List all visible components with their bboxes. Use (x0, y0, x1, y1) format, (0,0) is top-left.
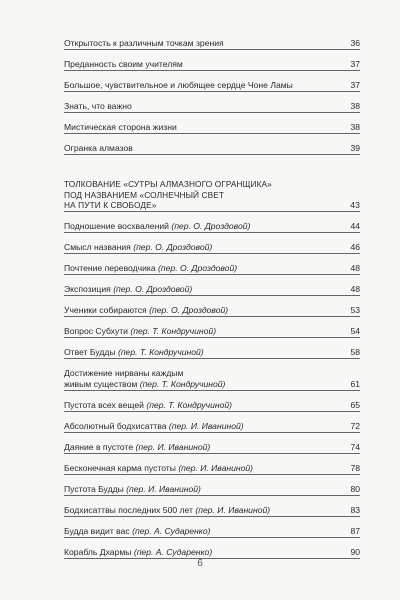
toc-entry (64, 368, 360, 391)
toc-entry-title: Ответ Будды (64, 346, 116, 357)
toc-entry-title: Подношение восхвалений (64, 220, 169, 231)
toc-entry (64, 242, 360, 254)
toc-entry (64, 526, 360, 538)
toc-entry-title: Знать, что важно (64, 101, 132, 111)
toc-entry-title: Бодхисаттвы последних 500 лет (64, 504, 193, 515)
toc-entry-translator: (пер. О. Дроздовой) (113, 283, 193, 294)
toc-entry-title: Будда видит вас (64, 525, 130, 536)
toc-entry-translator: (пер. А. Сударенко) (133, 546, 213, 557)
toc-entry-page: 44 (350, 220, 360, 231)
toc-entry (64, 101, 360, 113)
section-heading-line: НА ПУТИ К СВОБОДЕ» (64, 200, 157, 210)
toc-entry-page: 38 (350, 101, 360, 111)
toc-entry-page: 61 (350, 378, 360, 389)
toc-entry (64, 442, 360, 454)
toc-entry-page: 72 (350, 420, 360, 431)
toc-entry-title: Достижение нирваны каждым (64, 367, 184, 378)
toc-entry (64, 505, 360, 517)
toc-entry-title: Пустота всех вещей (64, 399, 144, 410)
toc-entry-page: 87 (350, 525, 360, 536)
section-heading (64, 179, 360, 212)
toc-entry-translator: (пер. И. Иваниной) (168, 420, 244, 431)
toc-entry-title: Пустота Будды (64, 483, 124, 494)
toc-entry (64, 347, 360, 359)
toc-entry-translator: (пер. О. Дроздовой) (158, 262, 238, 273)
toc-entry-title: Огранка алмазов (64, 143, 133, 153)
toc-entry (64, 400, 360, 412)
toc-entry-page: 38 (350, 122, 360, 132)
toc-entry-title-cont: живым существом (64, 378, 138, 389)
toc-entry-title: Ученики собираются (64, 304, 147, 315)
toc-entry-page: 36 (350, 38, 360, 48)
toc-entry (64, 547, 360, 559)
toc-entry-page: 65 (350, 399, 360, 410)
toc-entry-translator: (пер. И. Иваниной) (126, 483, 201, 494)
toc-entry (64, 484, 360, 496)
toc-entry-title: Большое, чувствительное и любящее сердце Чоне Ламы (64, 80, 293, 90)
toc-entry-translator: (пер. Т. Кондручиной) (130, 325, 217, 336)
toc-entry-page: 37 (350, 59, 360, 69)
toc-entry-title: Бесконечная карма пустоты (64, 462, 176, 473)
toc-entry-page: 54 (350, 325, 360, 336)
toc-entry (64, 122, 360, 134)
toc-entry-page: 58 (350, 346, 360, 357)
toc-entry-title: Преданность своим учителям (64, 59, 183, 69)
toc-entry-translator: (пер. Т. Кондручиной) (139, 378, 226, 389)
section-heading-page: 43 (350, 200, 360, 210)
toc-entry-translator: (пер. Т. Кондручиной) (146, 399, 233, 410)
toc-entry-page: 48 (350, 262, 360, 273)
toc-entry-translator: (пер. А. Сударенко) (132, 525, 211, 536)
toc-entry-page: 74 (350, 441, 360, 452)
toc-entry (64, 80, 360, 92)
toc-entry-page: 48 (350, 283, 360, 294)
toc-entry-title: Корабль Дхармы (64, 546, 132, 557)
toc-entry (64, 221, 360, 233)
toc-entry-translator: (пер. О. Дроздовой) (149, 304, 229, 315)
toc-entry-translator: (пер. И. Иваниной) (178, 462, 254, 473)
toc-entry-title: Мистическая сторона жизни (64, 122, 177, 132)
toc-entry (64, 326, 360, 338)
toc-entry-title: Почтение переводчика (64, 262, 156, 273)
toc-entry-page: 37 (350, 80, 360, 90)
toc-entry-page: 78 (350, 462, 360, 473)
section-heading-line: ПОД НАЗВАНИЕМ «СОЛНЕЧНЫЙ СВЕТ (64, 189, 225, 200)
toc-entry-title: Экспозиция (64, 283, 111, 294)
toc-entry-page: 90 (350, 546, 360, 557)
toc-entry-page: 46 (350, 241, 360, 252)
toc-entry (64, 38, 360, 50)
toc-entry-translator: (пер. О. Дроздовой) (171, 220, 251, 231)
toc-entry-translator: (пер. Т. Кондручиной) (117, 346, 204, 357)
toc-entry (64, 463, 360, 475)
toc-entry (64, 284, 360, 296)
toc-entry-page: 83 (350, 504, 360, 515)
table-of-contents (64, 38, 360, 559)
toc-entry-translator: (пер. О. Дроздовой) (133, 241, 213, 252)
toc-entry (64, 305, 360, 317)
toc-entry (64, 421, 360, 433)
toc-entry-page: 80 (350, 483, 360, 494)
toc-entry (64, 59, 360, 71)
toc-entry-title: Смысл названия (64, 241, 131, 252)
toc-entry (64, 263, 360, 275)
toc-entry-title: Абсолютный бодхисаттва (64, 420, 167, 431)
toc-entry-page: 39 (350, 143, 360, 153)
toc-entry (64, 143, 360, 155)
toc-entry-title: Даяние в пустоте (64, 441, 134, 452)
toc-entry-translator: (пер. И. Иваниной) (195, 504, 271, 515)
toc-entry-translator: (пер. И. Иваниной) (135, 441, 211, 452)
toc-entry-page: 53 (350, 304, 360, 315)
toc-entry-title: Открытость к различным точкам зрения (64, 38, 224, 48)
section-heading-line: ТОЛКОВАНИЕ «СУТРЫ АЛМАЗНОГО ОГРАНЩИКА» (64, 179, 272, 189)
toc-entry-title: Вопрос Субхути (64, 325, 128, 336)
page-number: 6 (197, 558, 203, 569)
